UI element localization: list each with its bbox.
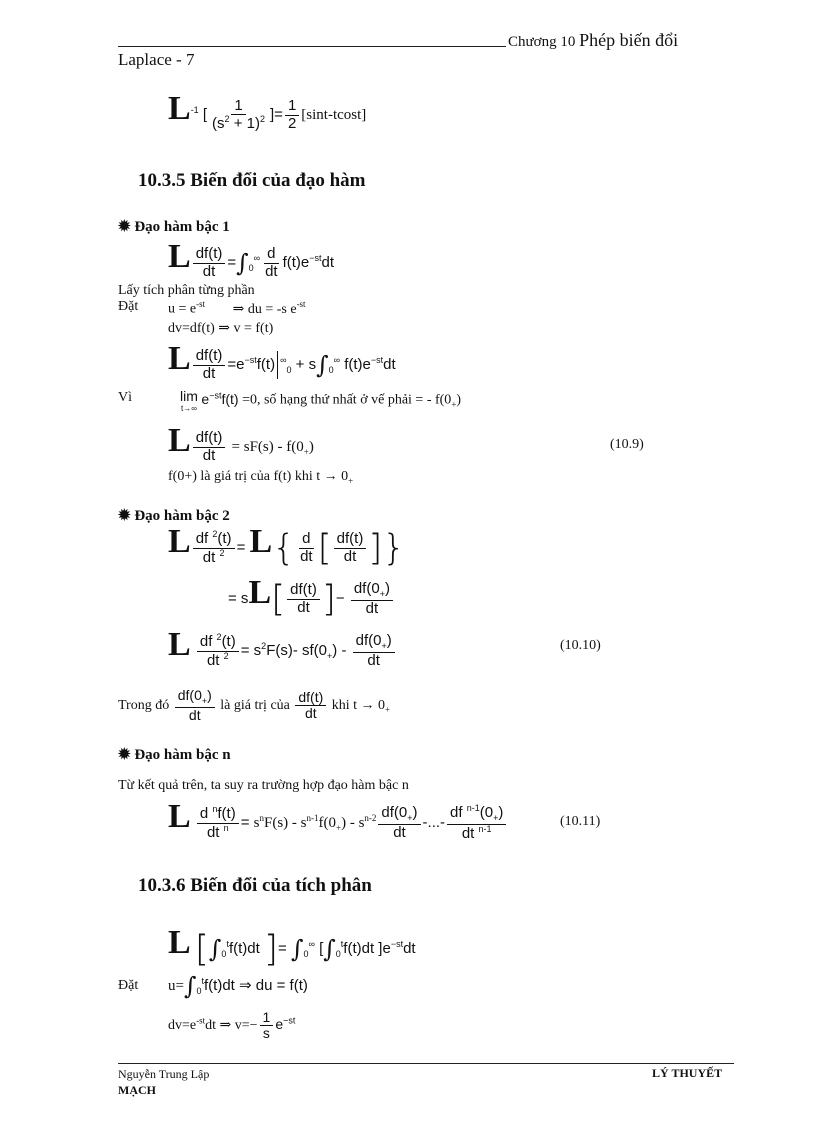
footer-subject-a: LÝ THUYẾT xyxy=(652,1066,723,1080)
eq-number-10-11: (10.11) xyxy=(560,814,601,829)
eq-integral-laplace: L [$\int_0^tf(t)dt$ ]= $\int_0^\infty$ [$\int_0^tf(t)dt$ ]$e^{-st}dt$ xyxy=(168,924,416,970)
footer-subject-b: MẠCH xyxy=(118,1083,156,1097)
chapter-title-cont: Laplace - 7 xyxy=(118,50,195,69)
eq-nth-derivative-laplace: L $\frac{d ^nf(t)}{dt ^n}$ = $s^nF(s) - s^{n-1}f(0_+) - s^{n-2}$ $\frac{df(0_+)}{dt}$ -...- $\frac{df ^{n-1}(0_+)}{dt ^{n-1}}$ xyxy=(168,800,508,842)
text-dat-2: Đặt xyxy=(118,978,139,993)
inverse-laplace-example: $L^{-1}$ [ $\frac{1}{(s^2 + 1)^2}$ ]= $\frac{1}{2}$ [sint-tcost] xyxy=(168,90,367,133)
dv-integral-definition: $dv=e^{-st}dt$ ⇒ v=− $\frac{1}{s}$ $e^{-st}$ xyxy=(168,1009,296,1042)
eq-first-derivative-laplace: L $\frac{df(t)}{dt}$ = $sF(s) - f(0_+)$ xyxy=(168,422,314,464)
footer-author: Nguyễn Trung Lập xyxy=(118,1067,210,1081)
limit-statement: lim t→∞ $e^{-st}f(t) =0$, số hạng thứ nhất ở vế phải = - $f(0_+)$ xyxy=(180,388,462,413)
chapter-title: Phép biến đổi xyxy=(579,30,679,50)
eq-second-derivative-laplace: L $\frac{df ^2(t)}{dt ^2}$ = $s^2F(s)-$ $sf(0_+)$ - $\frac{df(0_+)}{dt}$ xyxy=(168,628,397,669)
eq-number-10-9: (10.9) xyxy=(610,437,644,452)
footer-rule xyxy=(118,1063,734,1064)
eq-second-derivative-def: L $\frac{df ^2(t)}{dt ^2}$ = L{ $\frac{d}{dt}$ [ $\frac{df(t)}{dt}$ ]} xyxy=(168,523,406,569)
dv-definition: dv=df(t) ⇒ v = f(t) xyxy=(168,321,274,336)
eq-first-derivative-def: L $\frac{df(t)}{dt}$ $=\int_0^\infty$ $\frac{d}{dt}$ $f(t)e^{-st}dt$ xyxy=(168,238,335,280)
text-nth-intro: Từ kết quả trên, ta suy ra trường hợp đạo hàm bậc n xyxy=(118,778,409,793)
text-f0-note: f(0+) là giá trị của f(t) khi $t \to 0_+$ xyxy=(168,469,354,486)
section-title-integral: 10.3.6 Biến đổi của tích phân xyxy=(138,875,372,896)
header-rule xyxy=(118,46,506,47)
eq-second-derivative-step: = sL[ $\frac{df(t)}{dt}$ ]− $\frac{df(0_+)}{dt}$ xyxy=(228,576,395,620)
header-chapter xyxy=(508,30,678,51)
text-dat: Đặt xyxy=(118,299,139,314)
text-integration-by-parts: Lấy tích phân từng phần xyxy=(118,283,255,298)
eq-number-10-10: (10.10) xyxy=(560,638,601,653)
text-trong-do-line: Trong đó $\frac{df(0_+)}{dt}$ là giá trị của $\frac{df(t)}{dt}$ khi $t \to 0_+$ xyxy=(118,687,391,723)
subsection-second-order: ✹ Đạo hàm bậc 2 xyxy=(118,508,230,524)
u-integral-definition: $u=\int_0^tf(t)dt$ ⇒ du = f(t) xyxy=(168,972,308,1000)
u-definition: $u = e^{-st}$ ⇒ du = -s $e^{-st}$ xyxy=(168,299,306,317)
eq-integration-result: L $\frac{df(t)}{dt}$ $=e^{-st}f(t) ^\infty_0 + s\int_0^\infty$ $f(t)e^{-st}dt$ xyxy=(168,340,396,382)
text-vi: Vì xyxy=(118,390,132,405)
chapter-label: Chương 10 xyxy=(508,34,576,50)
subsection-nth-order: ✹ Đạo hàm bậc n xyxy=(118,747,231,763)
section-title-derivative: 10.3.5 Biến đổi của đạo hàm xyxy=(138,170,366,191)
subsection-first-order: ✹ Đạo hàm bậc 1 xyxy=(118,219,230,235)
